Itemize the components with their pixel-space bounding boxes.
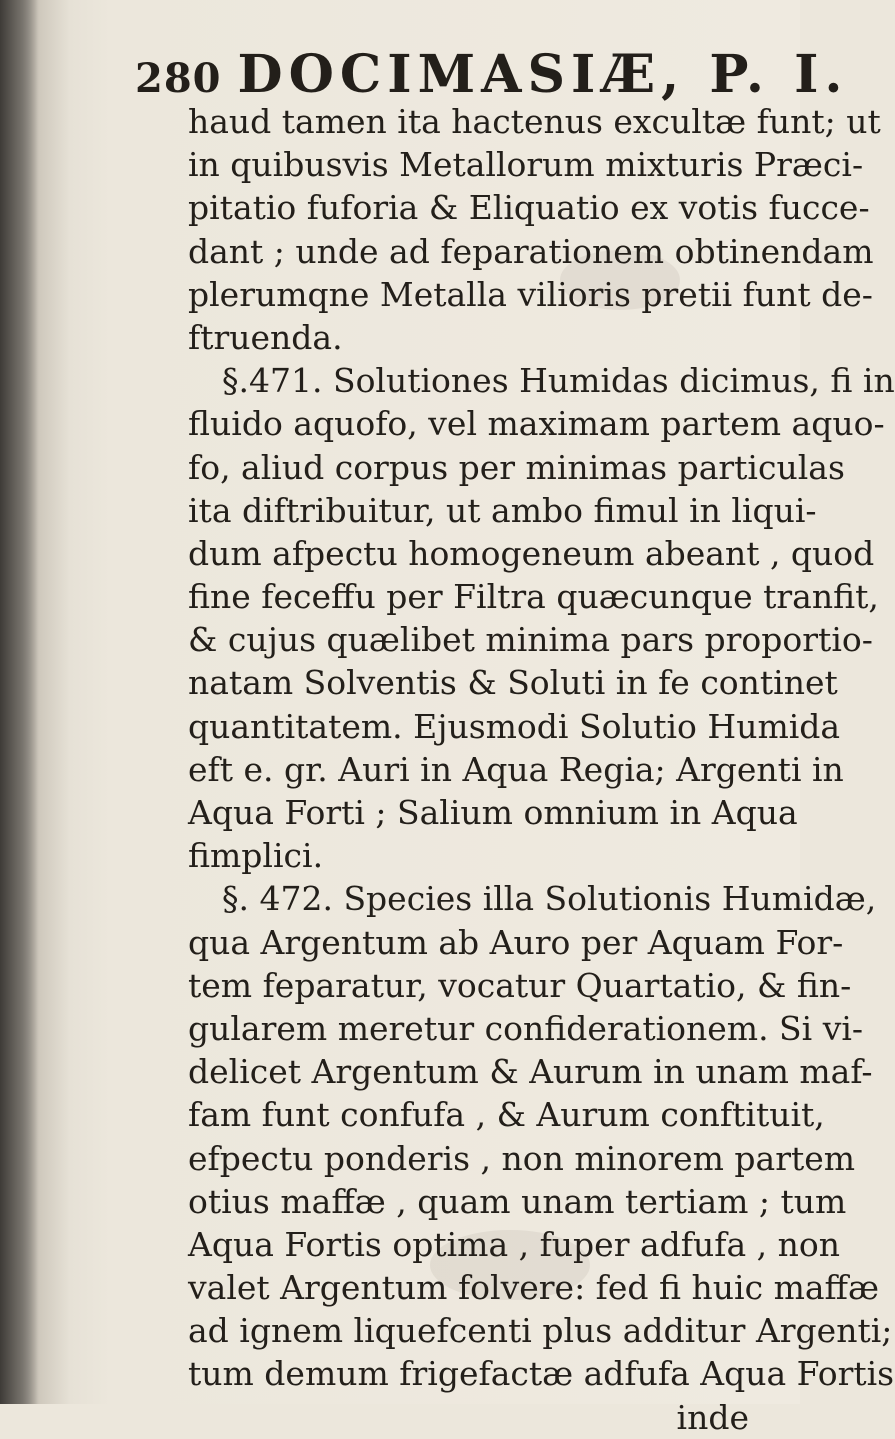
- text-line: otius maffæ , quam unam tertiam ; tum: [188, 1181, 847, 1221]
- text-line: delicet Argentum & Aurum in unam maf-: [188, 1052, 873, 1092]
- text-line: Aqua Forti ; Salium omnium in Aqua: [188, 793, 798, 832]
- text-line: qua Argentum ab Auro per Aquam For-: [188, 922, 844, 962]
- text-line: ita diftribuitur, ut ambo fimul in liqui-: [188, 490, 817, 530]
- text-line: fluido aquofo, vel maximam partem aquo-: [188, 404, 885, 444]
- text-line: valet Argentum folvere: fed fi huic maffæ: [188, 1268, 880, 1308]
- running-title: DOCIMASIÆ, P. I.: [237, 44, 849, 105]
- text-line: tem feparatur, vocatur Quartatio, & fin-: [188, 965, 852, 1005]
- text-line: Aqua Fortis optima , fuper adfufa , non: [188, 1224, 840, 1264]
- text-line: ftruenda.: [188, 317, 343, 357]
- text-line: in quibusvis Metallorum mixturis Præci-: [188, 145, 864, 185]
- catchword: inde: [676, 1397, 749, 1437]
- text-line: & cujus quælibet minima pars proportio-: [188, 620, 873, 660]
- text-line: fimplici.: [188, 836, 324, 876]
- text-line: eft e. gr. Auri in Aqua Regia; Argenti in: [188, 749, 844, 789]
- text-line: tum demum frigefactæ adfufa Aqua Fortis: [188, 1354, 895, 1394]
- text-line: plerumqne Metalla vilioris pretii funt de-: [188, 274, 873, 314]
- text-line: fo, aliud corpus per minimas particulas: [188, 447, 845, 487]
- text-line: haud tamen ita hactenus excultæ funt; ut: [188, 102, 881, 141]
- page-binding-shadow: [0, 0, 38, 1404]
- text-line: natam Solventis & Soluti in fe continet: [188, 663, 838, 703]
- body-text: [188, 100, 895, 1439]
- page-number: 280: [135, 55, 222, 102]
- text-line: pitatio fuforia & Eliquatio ex votis fucce-: [188, 188, 870, 228]
- text-line: efpectu ponderis , non minorem partem: [188, 1138, 856, 1178]
- text-line: ad ignem liquefcenti plus additur Argenti;: [188, 1311, 893, 1351]
- paragraph-472-start: §. 472. Species illa Solutionis Humidæ,: [222, 879, 877, 919]
- text-line: dum afpectu homogeneum abeant , quod: [188, 533, 875, 573]
- text-line: quantitatem. Ejusmodi Solutio Humida: [188, 706, 841, 746]
- text-line: fine feceffu per Filtra quæcunque tranfit,: [188, 577, 879, 617]
- text-line: dant ; unde ad feparationem obtinendam: [188, 231, 874, 271]
- text-line: gularem meretur confiderationem. Si vi-: [188, 1008, 864, 1048]
- text-line: fam funt confufa , & Aurum conftituit,: [188, 1095, 825, 1135]
- paragraph-471-start: §.471. Solutiones Humidas dicimus, fi in: [222, 361, 895, 401]
